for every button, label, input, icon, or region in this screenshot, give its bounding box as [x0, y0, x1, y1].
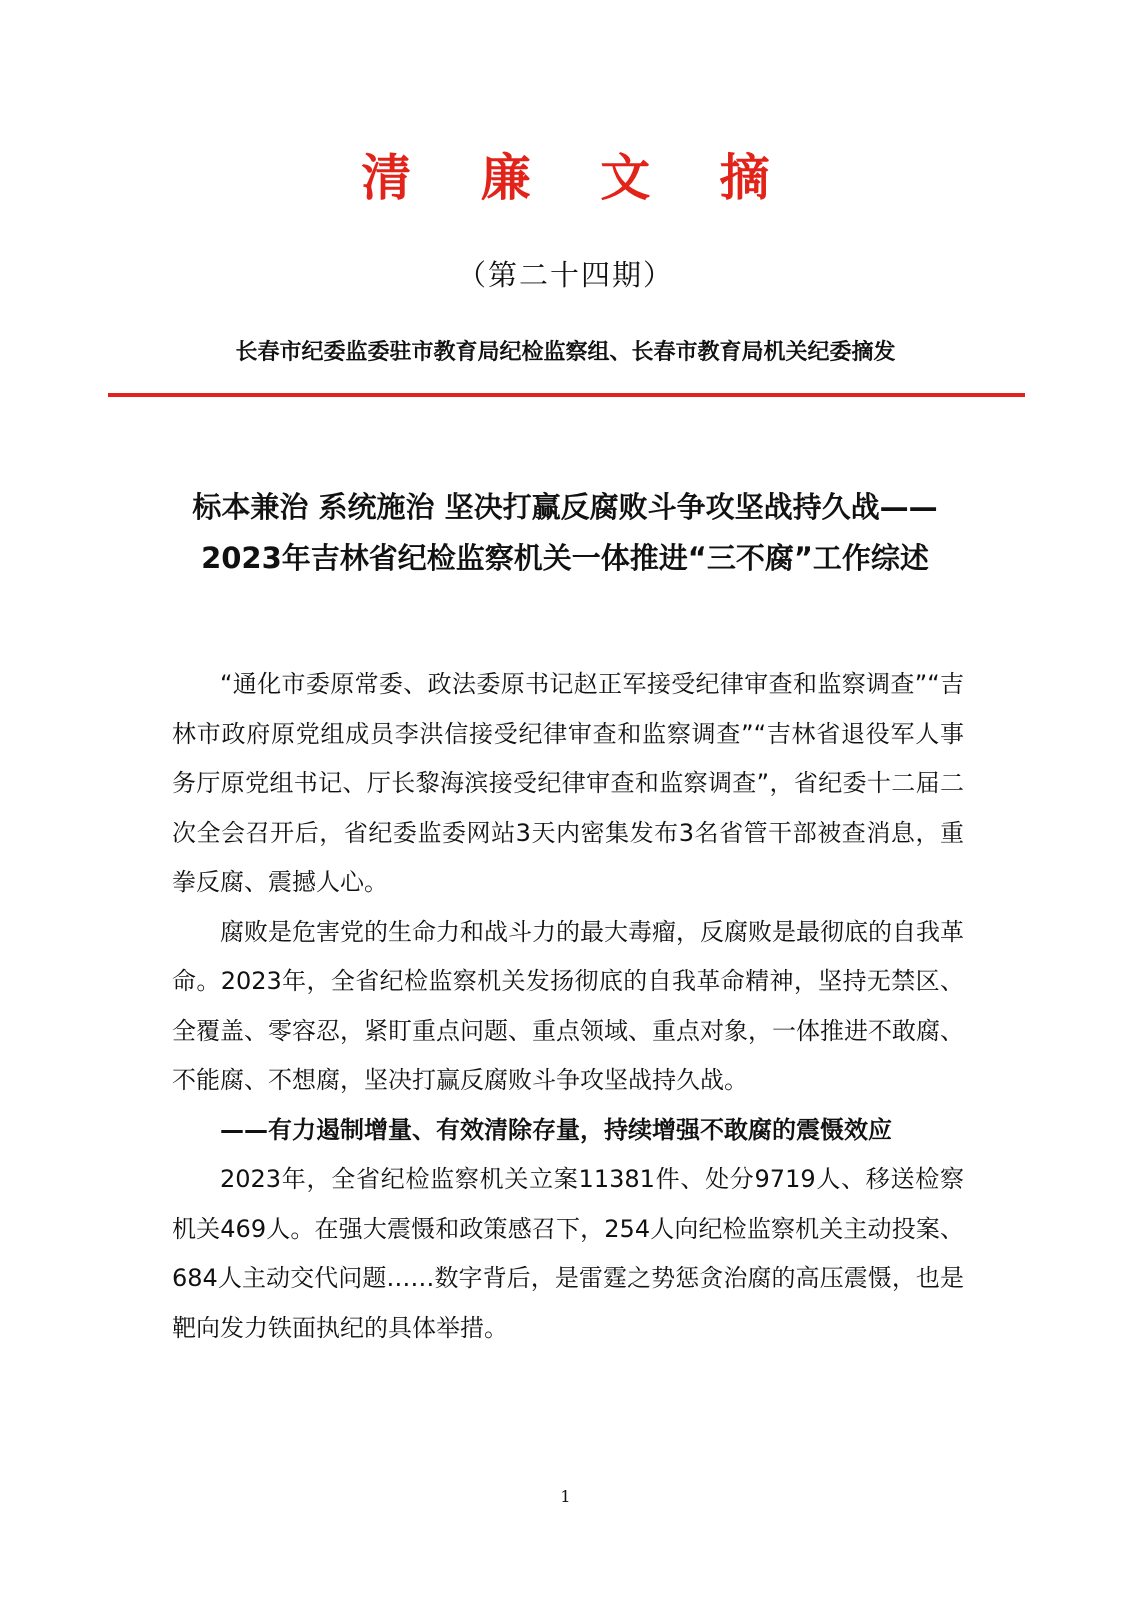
paragraph-intro: “通化市委原常委、政法委原书记赵正军接受纪律审查和监察调查”“吉林市政府原党组成员李洪信接受纪律审查和监察调查”“吉林省退役军人事务厅原党组书记、厅长黎海滨接受纪律审查和监察调查”，省纪委十二届二次全会召开后，省纪委监委网站3天内密集发布3名省管干部被查消息，重拳反腐、震撼人心。 [172, 670, 964, 896]
issue-number: （第二十四期） [456, 258, 674, 292]
section-heading: ——有力遏制增量、有效清除存量，持续增强不敢腐的震慑效应 [220, 1115, 892, 1144]
article-title: 标本兼治 系统施治 坚决打赢反腐败斗争攻坚战持久战——2023年吉林省纪检监察机关一体推进“三不腐”工作综述 [192, 490, 938, 575]
article-body [172, 660, 964, 1353]
masthead-title: 清 廉 文 摘 [361, 149, 796, 207]
publisher-line: 长春市纪委监委驻市教育局纪检监察组、长春市教育局机关纪委摘发 [235, 339, 896, 365]
masthead-divider [108, 393, 1025, 397]
page-number: 1 [560, 1487, 571, 1506]
paragraph-overview: 腐败是危害党的生命力和战斗力的最大毒瘤，反腐败是最彻底的自我革命。2023年，全省纪检监察机关发扬彻底的自我革命精神，坚持无禁区、全覆盖、零容忍，紧盯重点问题、重点领域、重点对象，一体推进不敢腐、不能腐、不想腐，坚决打赢反腐败斗争攻坚战持久战。 [172, 917, 964, 1094]
paragraph-statistics: 2023年，全省纪检监察机关立案11381件、处分9719人、移送检察机关469人。在强大震慑和政策感召下，254人向纪检监察机关主动投案、684人主动交代问题……数字背后，是雷霆之势惩贪治腐的高压震慑，也是靶向发力铁面执纪的具体举措。 [172, 1165, 964, 1342]
